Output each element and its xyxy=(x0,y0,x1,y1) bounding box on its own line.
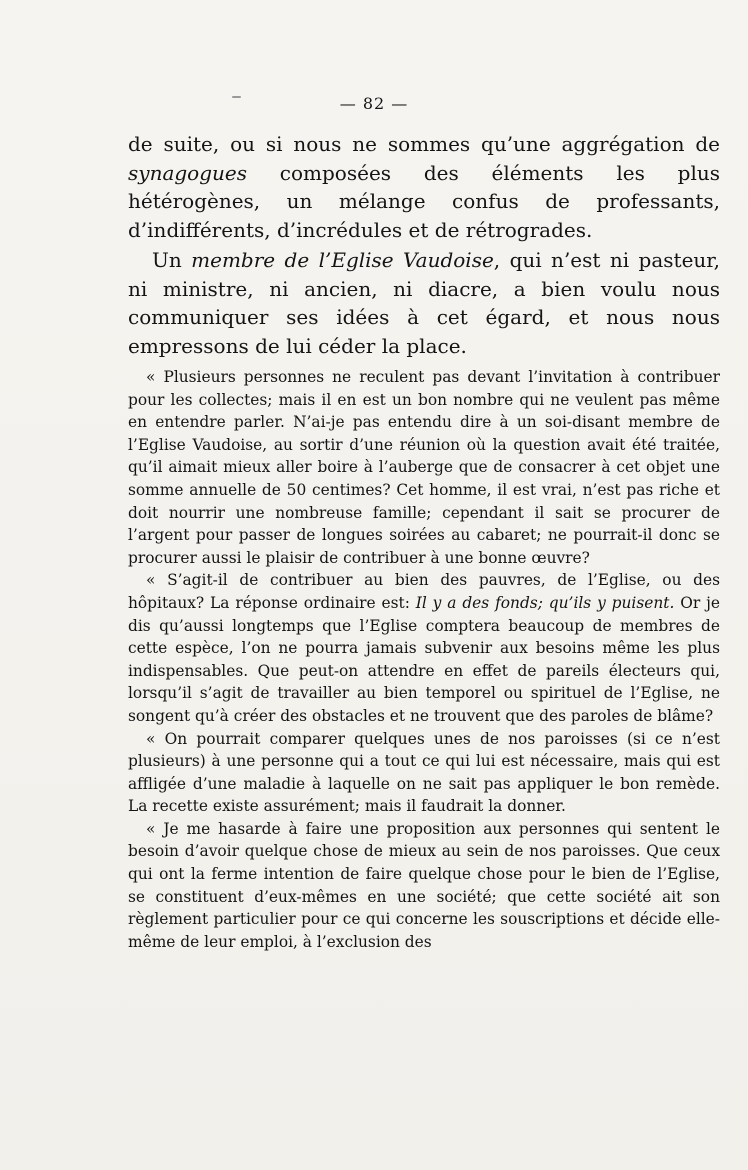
text-segment: « On pourrait comparer quelques unes de nos paroisses (si ce n’est plusieurs) à une personne qui a tout ce qui lui est nécessaire, mais qui est affligée d’une maladie à laquelle on ne sait pas appliquer le bon remède. La recette existe assurément; mais il faudrait la donner. xyxy=(128,729,720,816)
paragraph-6 xyxy=(128,818,720,954)
paragraph-3 xyxy=(128,366,720,569)
page-number: — 82 — xyxy=(339,94,409,113)
paragraph-1 xyxy=(128,130,720,244)
body-text xyxy=(128,130,720,953)
paragraph-5 xyxy=(128,728,720,818)
ink-speck xyxy=(232,96,241,98)
text-segment: Un xyxy=(152,248,192,272)
paragraph-4 xyxy=(128,569,720,727)
italic-text: synagogues xyxy=(128,160,247,185)
italic-text: membre de l’Eglise Vaudoise xyxy=(191,248,494,272)
italic-text: Il y a des fonds; qu’ils y puisent. xyxy=(415,593,675,612)
text-segment: Or je dis qu’aussi longtemps que l’Eglise comptera beaucoup de membres de cette espèce, l’on ne pourra jamais subvenir aux besoins même les plus indispensables. Que peut-on attendre en effet de pareils électeurs qui, lorsqu’il s’agit de travailler au bien temporel ou spirituel de l’Eglise, ne songent qu’à créer des obstacles et ne trouvent que des paroles de blâme? xyxy=(128,593,721,725)
text-segment: « Je me hasarde à faire une proposition aux personnes qui sentent le besoin d’avoir quelque chose de mieux au sein de nos paroisses. Que ceux qui ont la ferme intention de faire quelque chose pour le bien de l’Eglise, se constituent d’eux-mêmes en une société; que cette société ait son règlement particulier pour ce qui concerne les souscriptions et décide elle-même de leur emploi, à l’exclusion des xyxy=(128,819,720,951)
paragraph-2 xyxy=(128,246,720,360)
text-segment: composées des éléments les plus hétérogènes, un mélange confus de professants, d’indifférents, d’incrédules et de rétrogrades. xyxy=(128,160,720,242)
text-segment: « Plusieurs personnes ne reculent pas devant l’invitation à contribuer pour les collectes; mais il en est un bon nombre qui ne veulent pas même en entendre parler. N’ai-je pas entendu dire à un soi-disant membre de l’Eglise Vaudoise, au sortir d’une réunion où la question avait été traitée, qu’il aimait mieux aller boire à l’auberge que de consacrer à cet objet une somme annuelle de 50 centimes? Cet homme, il est vrai, n’est pas riche et doit nourrir une nombreuse famille; cependant il sait se procurer de l’argent pour passer de longues soirées au cabaret; ne pourrait-il donc se procurer aussi le plaisir de contribuer à une bonne œuvre? xyxy=(128,368,720,567)
text-segment: « S’agit-il de contribuer au bien des pauvres, de l’Eglise, ou des hôpitaux? La réponse ordinaire est: xyxy=(128,571,720,612)
text-segment: de suite, ou si nous ne sommes qu’une aggrégation de xyxy=(128,132,720,156)
text-segment: , qui n’est ni pasteur, ni ministre, ni ancien, ni diacre, a bien voulu nous communiquer ses idées à cet égard, et nous nous empressons de lui céder la place. xyxy=(128,248,720,358)
